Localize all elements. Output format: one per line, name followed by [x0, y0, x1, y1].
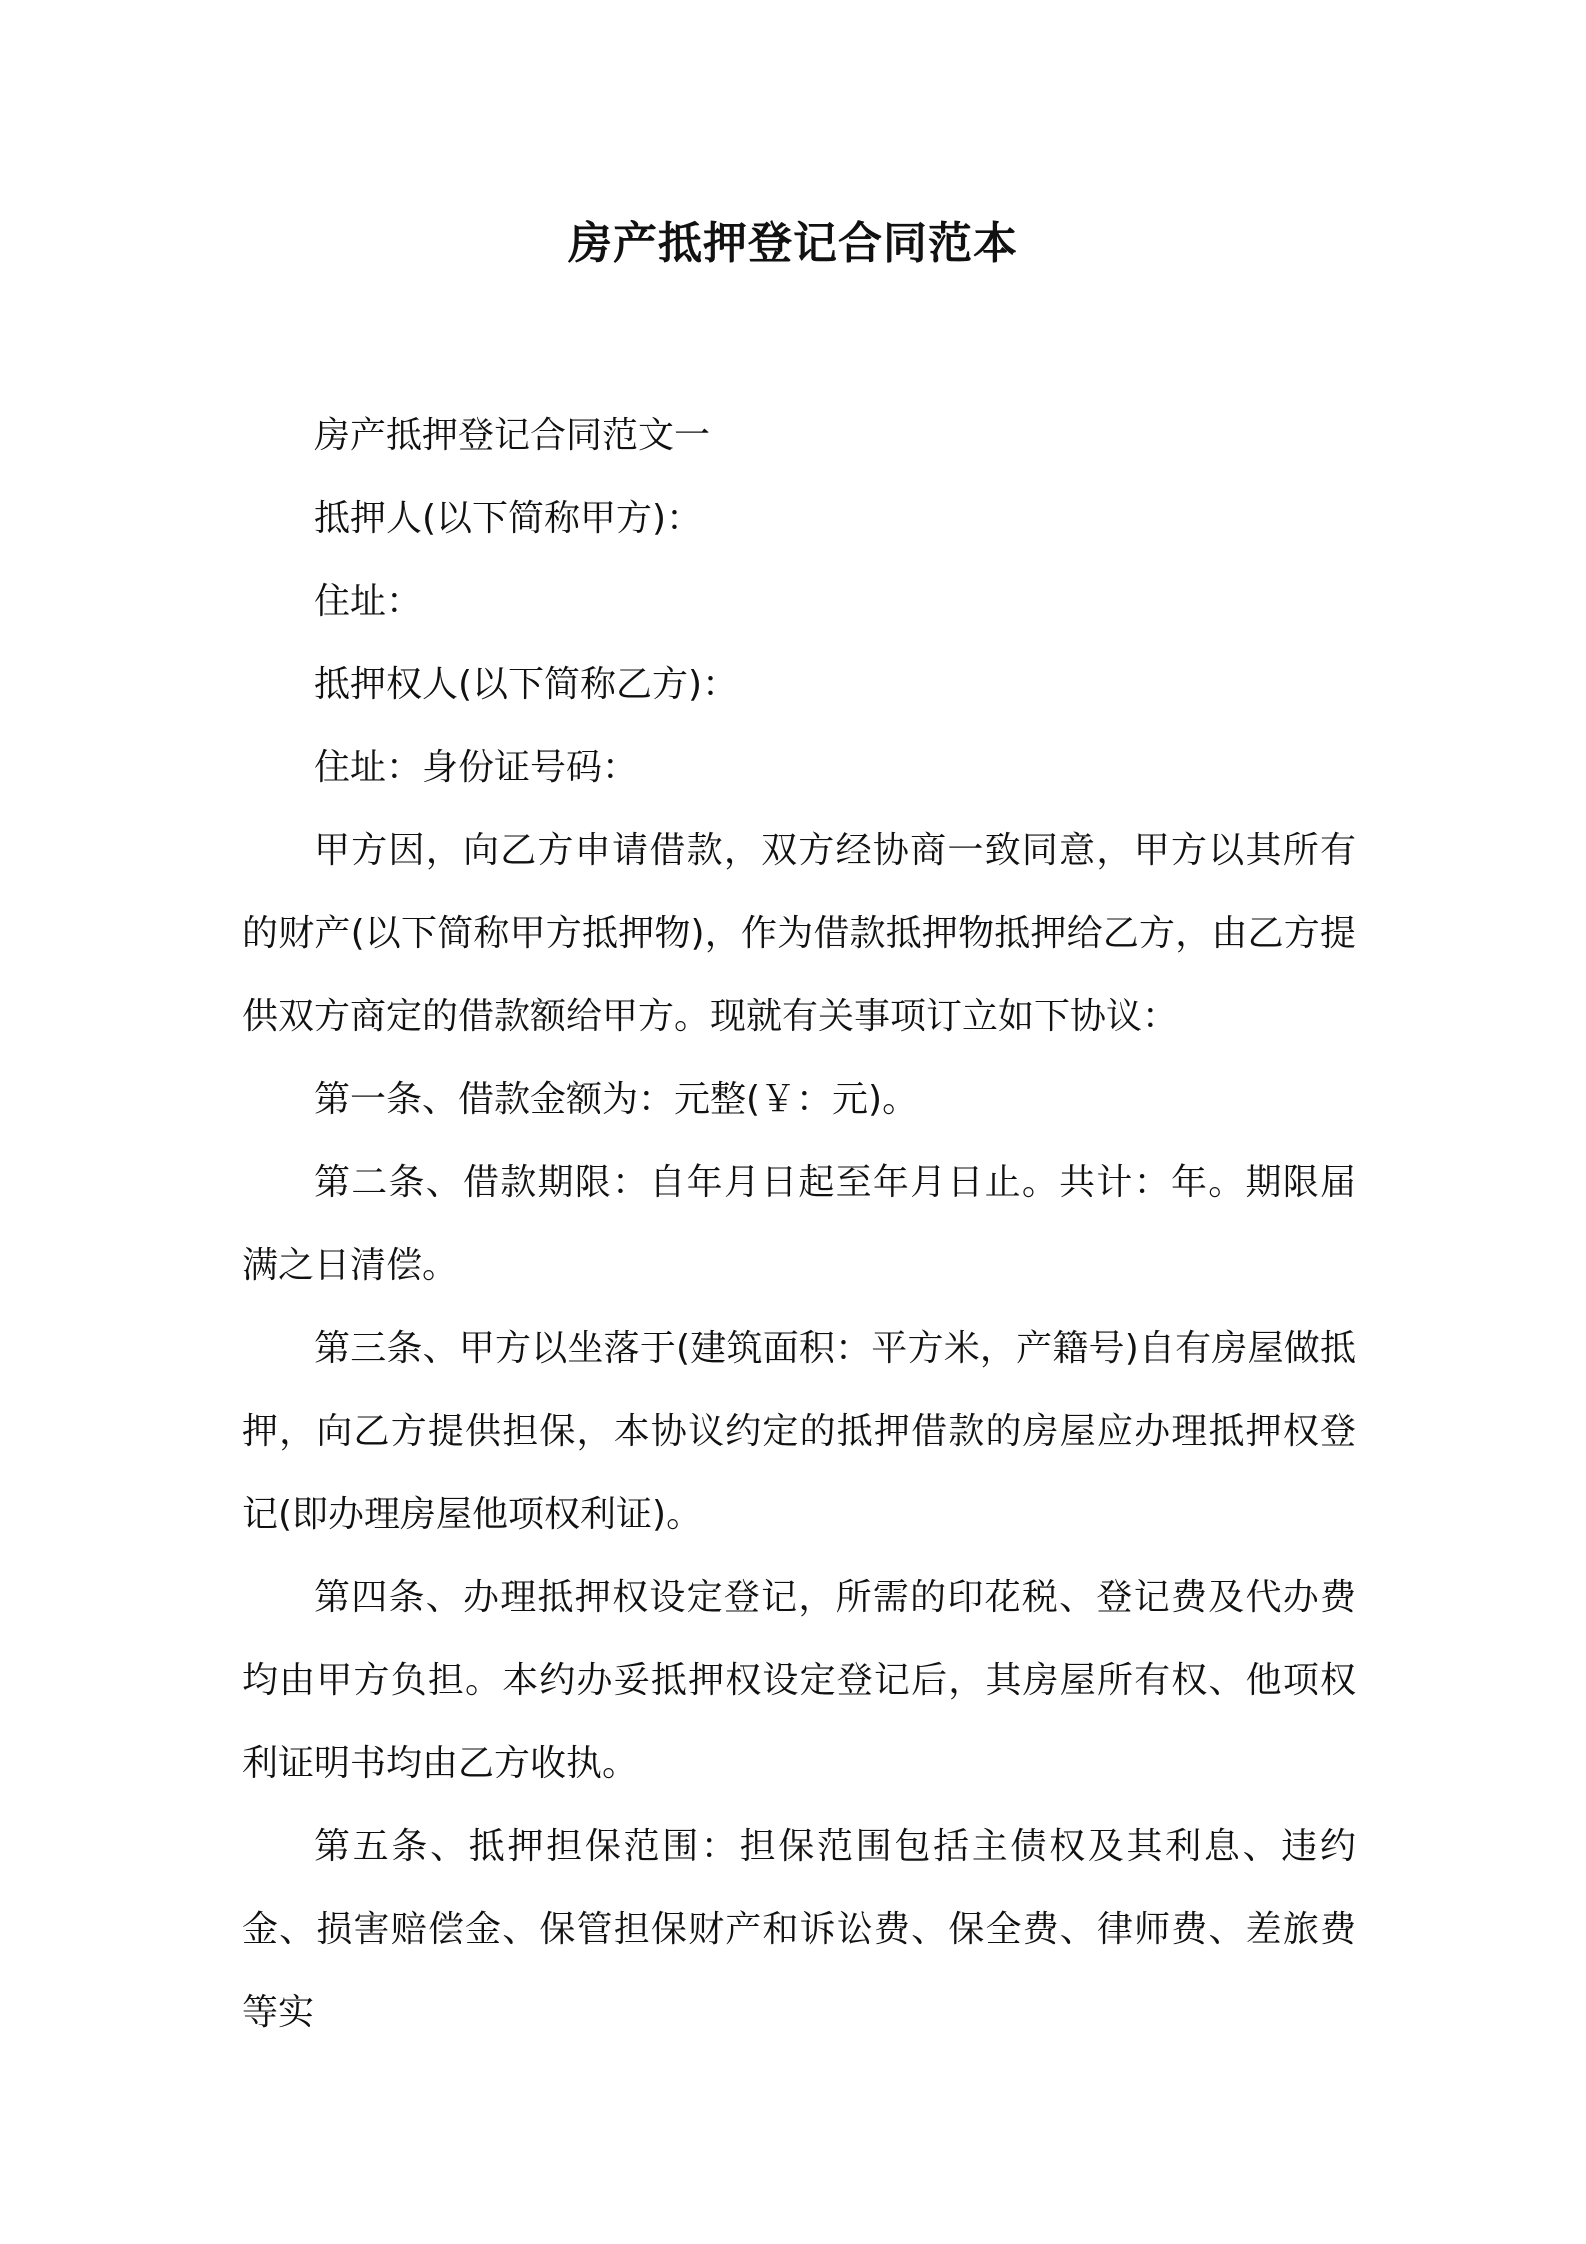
paragraph-mortgagor-address: 住址： [314, 581, 423, 622]
paragraph-article-2: 第二条、借款期限：自年月日起至年月日止。共计：年。期限届满之日清偿。 [242, 1162, 1356, 1286]
paragraph-mortgagee-address: 住址：身份证号码： [314, 747, 639, 788]
document-body [242, 394, 1356, 2054]
paragraph-article-3: 第三条、甲方以坐落于(建筑面积：平方米，产籍号)自有房屋做抵押，向乙方提供担保，本协议约定的抵押借款的房屋应办理抵押权登记(即办理房屋他项权利证)。 [242, 1328, 1356, 1535]
paragraph-article-5: 第五条、抵押担保范围：担保范围包括主债权及其利息、违约金、损害赔偿金、保管担保财产和诉讼费、保全费、律师费、差旅费等实 [242, 1826, 1356, 2033]
document-title: 房产抵押登记合同范本 [568, 218, 1018, 269]
paragraph-subtitle: 房产抵押登记合同范文一 [314, 415, 711, 456]
paragraph-mortgagor: 抵押人(以下简称甲方)： [314, 498, 703, 539]
paragraph-article-4: 第四条、办理抵押权设定登记，所需的印花税、登记费及代办费均由甲方负担。本约办妥抵押权设定登记后，其房屋所有权、他项权利证明书均由乙方收执。 [242, 1577, 1356, 1784]
paragraph-preamble: 甲方因，向乙方申请借款，双方经协商一致同意，甲方以其所有的财产(以下简称甲方抵押物)，作为借款抵押物抵押给乙方，由乙方提供双方商定的借款额给甲方。现就有关事项订立如下协议： [242, 830, 1356, 1037]
paragraph-article-1: 第一条、借款金额为：元整(￥：元)。 [314, 1079, 919, 1120]
paragraph-mortgagee: 抵押权人(以下简称乙方)： [314, 664, 739, 705]
